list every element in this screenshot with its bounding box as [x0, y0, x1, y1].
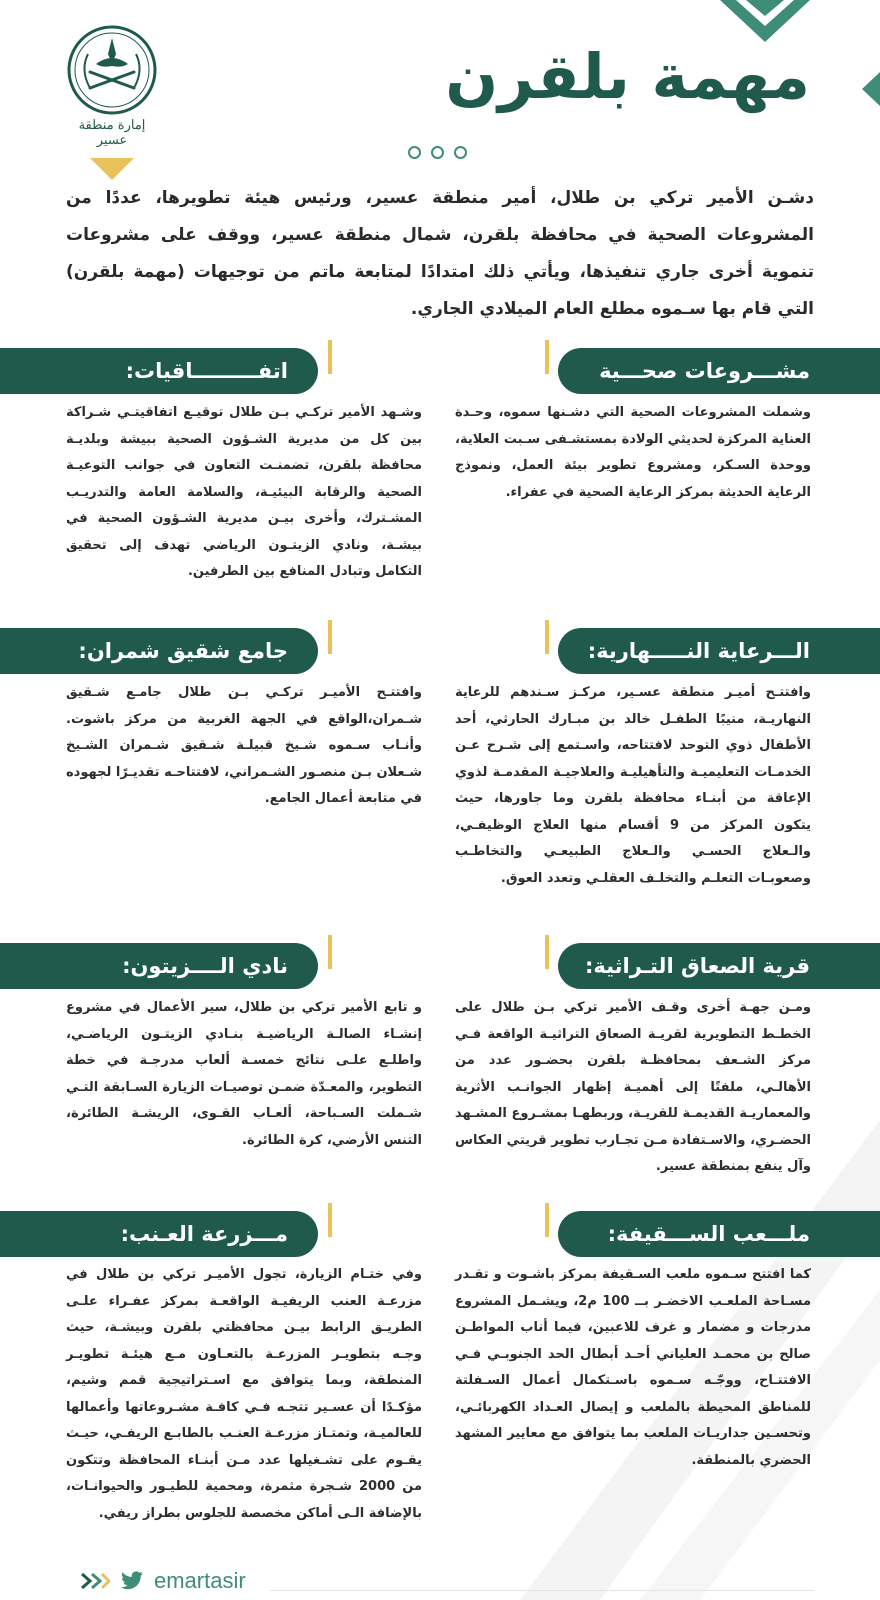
section-text-club: و تابع الأمير تركي بن طلال، سير الأعمال في مشروع إنشـاء الصالـة الرياضيـة بنـادي الزيتـون الرياضـي، واطلـع علـى نتائج خمسـة ألعاب مدرجـة في خطة التطوير، والمعـدّة ضمـن توصيـات الزيارة السـابقة التـي شـملت السـباحة، ألعـاب القـوى، الريشـة الطائرة، التنس الأرضي، كرة الطائرة.: [66, 1000, 422, 1148]
section-bar-stadium: [545, 1203, 549, 1237]
section-bar-agreements: [328, 340, 332, 374]
section-header-health: مشـــروعات صحـــية: [558, 348, 880, 394]
section-text-health: وشملت المشروعات الصحية التي دشـنها سموه، وحـدة العناية المركزة لحديثي الولادة بمستشـفى سـبت العلاية، ووحدة السـكر، ومشروع تطوير بيئة العمل، ونموذج الرعاية الحديثة بمركز الرعاية الصحية في عفراء.: [455, 405, 811, 500]
side-arrow-decoration: [862, 72, 880, 106]
twitter-handle[interactable]: emartasir: [154, 1568, 246, 1593]
section-header-club: نادي الــــزيتون:: [0, 943, 318, 989]
double-chevron-icon: [80, 1571, 110, 1591]
section-header-mosque: جامع شقيق شمران:: [0, 628, 318, 674]
section-header-grape-farm: مـــزرعة العـنب:: [0, 1211, 318, 1257]
twitter-bird-icon[interactable]: [120, 1571, 144, 1591]
emblem-caption: إمارة منطقة عسير: [78, 118, 146, 148]
dots-decoration: [408, 146, 467, 159]
section-text-stadium: كما افتتح سـموه ملعب السـقيفة بمركز باشـوت و تقـدر مسـاحة الملعـب الاخضـر بــ 100 م2، ويشـمل المشروع مدرجات و مضمار و غرف للاعبين، فيما أناب المواطـن صالح بن محمـد العلياني أحـد أبطال الحد الجنوبـي فـي الافتتـاح، ووجّـه سـموه باسـتكمال أعمال السـفلتة للمناطق المحيطة بالملعب و إيصال العـداد الكهربائـي، وتحسـين جداريـات الملعب بما يتوافق مع معايير المشهد الحضري بالمنطقة.: [455, 1267, 811, 1468]
section-bar-mosque: [328, 620, 332, 654]
top-chevron-decoration: [720, 0, 810, 42]
section-text-heritage: ومـن جهـة أخرى وقـف الأمير تركي بـن طلال على الخطـط التطويرية لقريـة الصعاق التراثيـة الواقعة فـي مركز الشـعف بمحافظـة بلقرن بحضـور عدد من الأهالـي، ملفتًا إلى أهميـة إظهار الجوانـب الأثرية والمعماريـة القديمـة للقريـة، وربطهـا بمشـروع المشـهد الحضـري، والاسـتفادة مـن تجـارب تطوير قريتي العكاس وآل ينفع بمنطقة عسير.: [455, 1000, 811, 1174]
section-header-agreements: اتفـــــــــاقيات:: [0, 348, 318, 394]
intro-paragraph: دشـن الأمير تركي بن طلال، أمير منطقة عسير، ورئيس هيئة تطويرها، عددًا من المشروعات الصحية في محافظة بلقرن، شمال منطقة عسير، ووقف على مشروعات تنموية أخرى جاري تنفيذها، ويأتي ذلك امتدادًا لمتابعة ماتم من توجيهات (مهمة بلقرن) التي قام بها سـموه مطلع العام الميلادي الجاري.: [66, 188, 814, 319]
emblem-triangle-decoration: [90, 158, 134, 180]
footer: [80, 1566, 246, 1596]
section-text-grape-farm: وفي ختـام الزيارة، تجول الأميـر تركي بن طلال في مزرعـة العنب الريفيـة الواقعـة بمركز عفـراء علـى الطريـق الرابط بيـن محافظتي بلقرن وبيشـة، حيث وجـه بتطويـر المزرعـة بالتعـاون مـع هيئـة تطويـر المنطقة، وبما يتوافق مع اسـتراتيجية قمم وشيم، مؤكـدًا أن عسـير تتجـه فـي كافـة مشـروعاتها وأعمالها للعالميـة، وتمتـاز مزرعـة العنـب بالطابـع الريفـي، حيـث يقـوم على تشـغيلها عدد مـن أبنـاء المحافظة وتتكون من 2000 شـجرة مثمرة، ومحمية للطيـور والحيوانـات، بالإضافة الـى أماكن مخصصة للجلوس بطراز ريفي.: [66, 1267, 422, 1521]
section-text-agreements: وشـهد الأمير تركـي بـن طلال توقيـع اتفاقيتـي شـراكة بين كل من مديرية الشـؤون الصحية ببيشة وبلديـة محافظة بلقرن، تضمنـت التعاون في جوانب التوعيـة الصحية والرقابة البيئيـة، والسلامة العامة والتدريـب المشـترك، وأخرى بيـن مديرية الشـؤون الصحية في بيشـة، ونادي الزيتـون الرياضي تهدف إلى تحقيق التكامل وتبادل المنافع بين الطرفين.: [66, 405, 422, 579]
section-bar-club: [328, 935, 332, 969]
section-text-mosque: وافتتـح الأميـر تركـي بـن طلال جامـع شـقيق شـمران،الواقع في الجهة الغربية من مركز باشوت. وأنـاب سـموه شـيخ قبيلـة شـقيق شـمران الشـيخ شـعلان بـن منصـور الشـمراني، لافتتاحـه تقديـرًا لجهوده في متابعة أعمال الجامع.: [66, 685, 422, 806]
section-bar-health: [545, 340, 549, 374]
section-bar-heritage: [545, 935, 549, 969]
footer-divider: [270, 1590, 814, 1591]
saudi-emblem-logo: [66, 24, 158, 116]
section-header-stadium: ملـــعب الســـقيفة:: [558, 1211, 880, 1257]
page-title: مهمة بلقرن: [445, 40, 810, 113]
section-bar-day-care: [545, 620, 549, 654]
section-header-day-care: الـــرعاية النـــــهارية:: [558, 628, 880, 674]
section-text-day-care: وافتتـح أميـر منطقة عسـير، مركـز سـندهم للرعاية النهاريـة، منيبًا الطفـل خالد بن مبـارك الحارثي، أحد الأطفال ذوي التوحد لافتتاحه، واسـتمع إلى شـرح عـن الخدمـات التعليميـة والتأهيليـة والعلاجيـة المقدمـة لذوي الإعاقة من أبنـاء محافظة بلقرن وما جاورها، حيث يتكون المركز من 9 أقسام منها العلاج الوظيفـي، والـعلاج الحسـي والـعلاج الطبيعـي والتخاطـب وصعوبـات التعلـم والتخلـف العقلـي وتعدد العوق.: [455, 685, 812, 886]
section-bar-grape-farm: [328, 1203, 332, 1237]
section-header-heritage: قرية الصعاق التـراثية:: [558, 943, 880, 989]
